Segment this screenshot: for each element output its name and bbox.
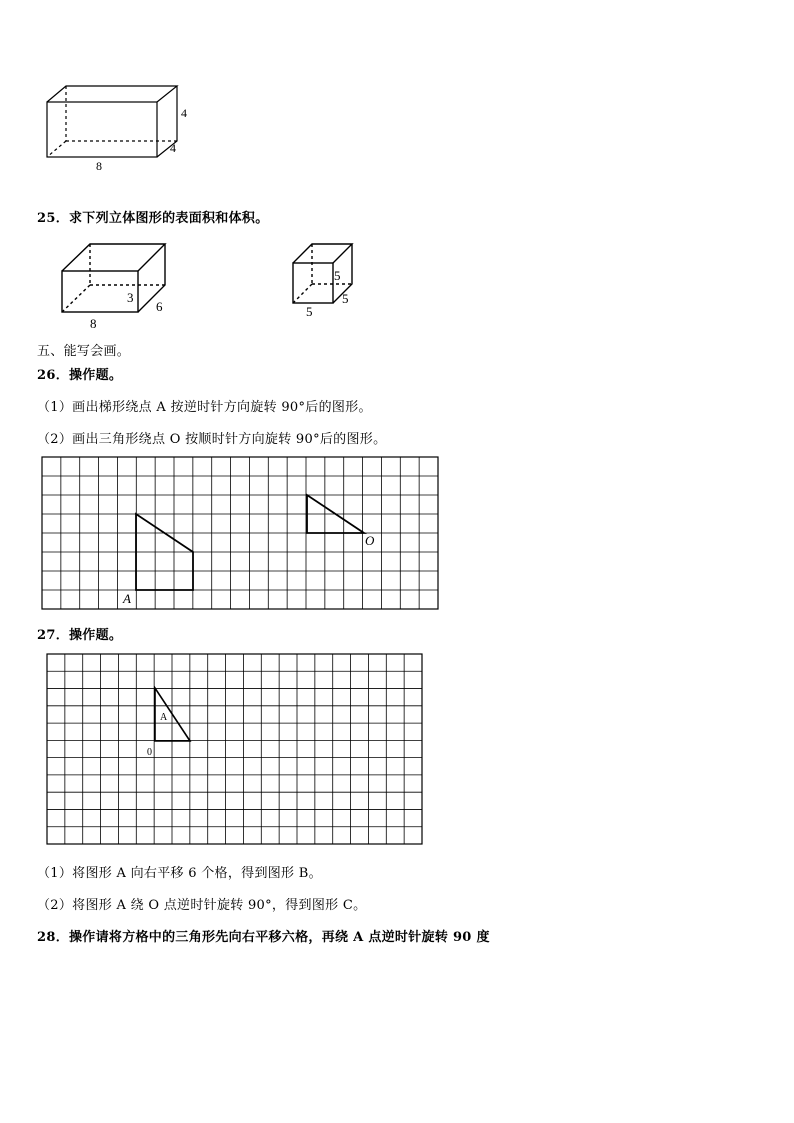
q27-title: 27．操作题。 [37,628,123,643]
q25-cuboid-depth: 6 [156,299,163,314]
q26-label-a: A [123,591,131,606]
q25-cube-depth: 5 [342,291,349,306]
q25-cube-length: 5 [306,304,313,319]
q26-label-o: O [365,533,375,548]
q27-item1: （1）将图形 A 向右平移 6 个格，得到图形 B。 [37,866,322,881]
q27-label-a: A [160,712,168,723]
q28-text: 28．操作请将方格中的三角形先向右平移六格，再绕 A 点逆时针旋转 90 度 [37,930,490,945]
q25-text: 25．求下列立体图形的表面积和体积。 [37,211,269,226]
label-length: 8 [96,159,102,173]
q27-label-o: 0 [147,747,152,758]
label-height: 4 [181,106,187,120]
q26-item2: （2）画出三角形绕点 O 按顺时针方向旋转 90°后的图形。 [37,432,387,447]
q26-item1: （1）画出梯形绕点 A 按逆时针方向旋转 90°后的图形。 [37,400,372,415]
q25-cuboid-length: 8 [90,316,97,331]
q25-cube-height: 5 [334,268,341,283]
section5-title: 五、能写会画。 [37,344,131,359]
q25-cuboid-height: 3 [127,290,134,305]
q27-item2: （2）将图形 A 绕 O 点逆时针旋转 90°，得到图形 C。 [37,898,367,913]
q26-title: 26．操作题。 [37,368,123,383]
label-depth: 4 [170,141,176,155]
